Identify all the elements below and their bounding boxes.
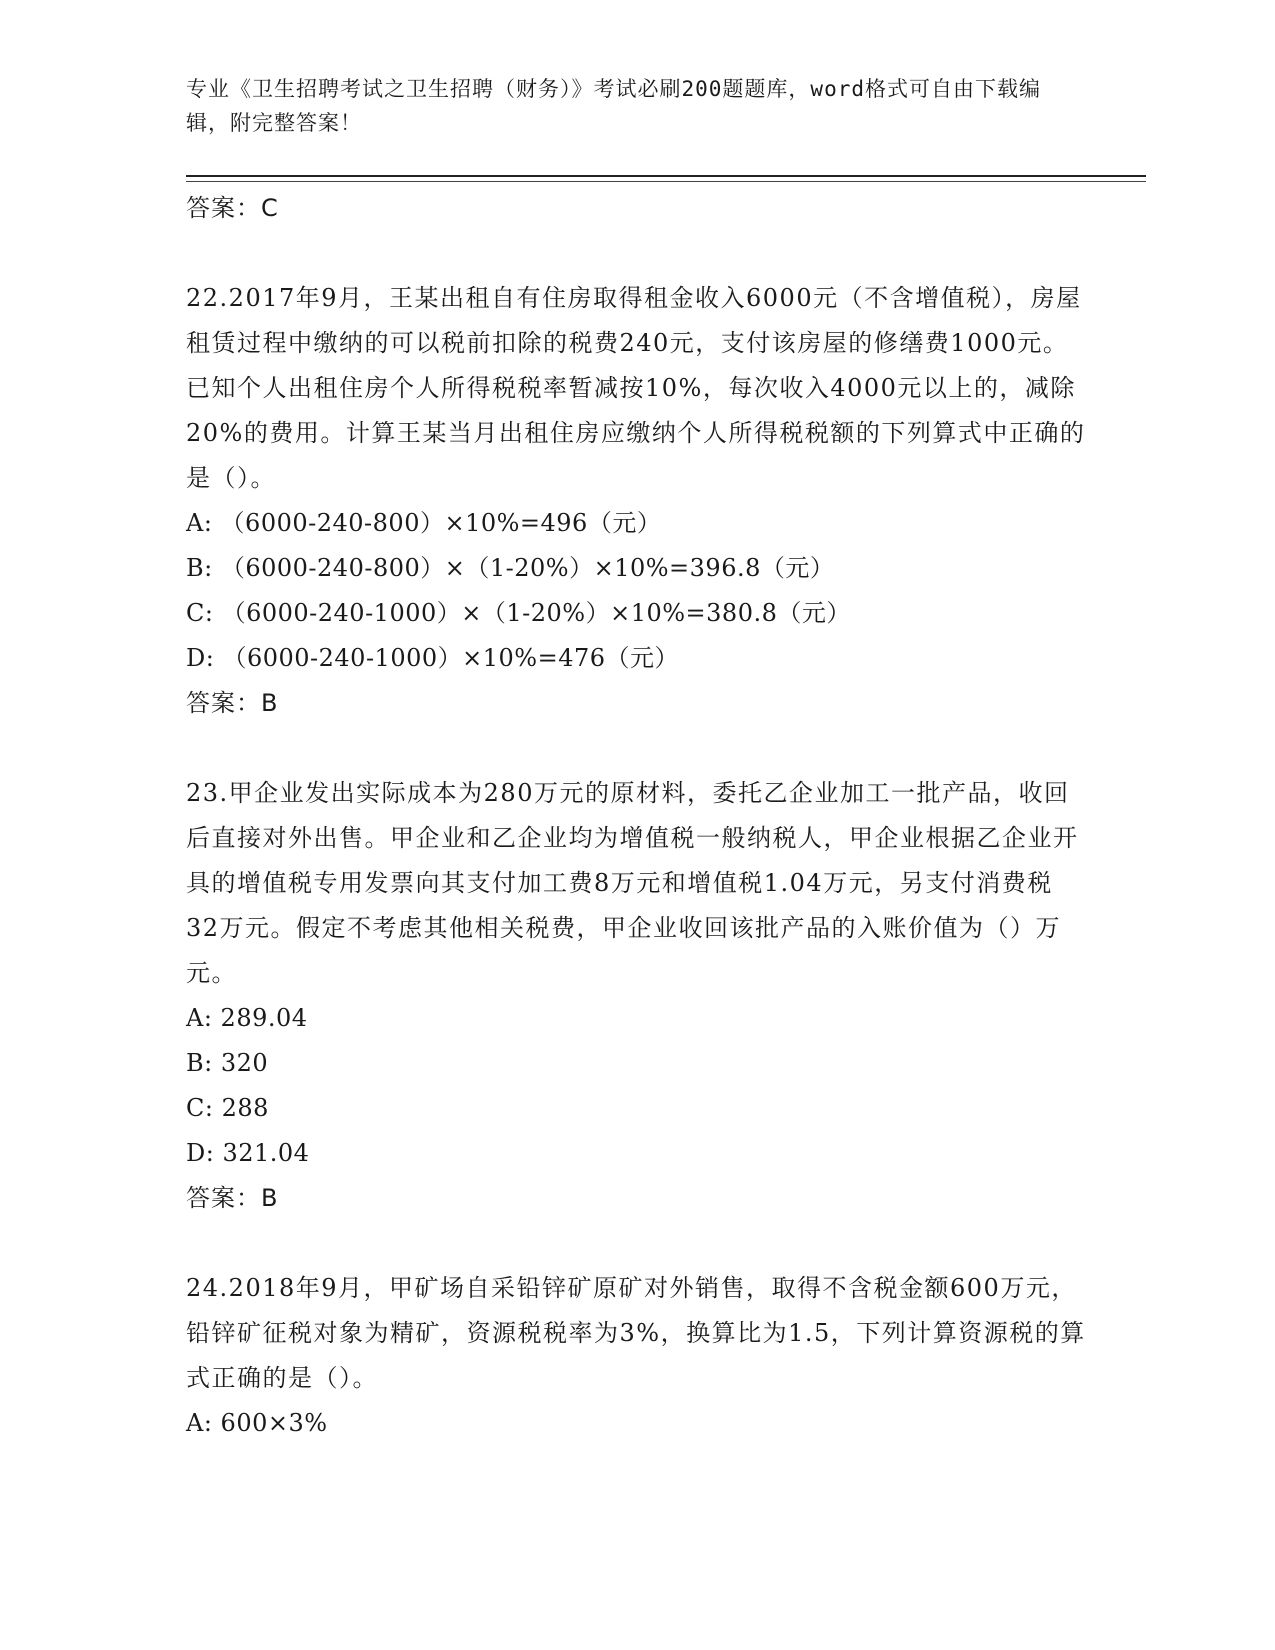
option-a: A: 600×3% [186,1409,328,1437]
question-text: 23.甲企业发出实际成本为280万元的原材料，委托乙企业加工一批产品，收回后直接对外出售。甲企业和乙企业均为增值税一般纳税人，甲企业根据乙企业开具的增值税专用发票向其支付加工费8万元和增值税1.04万元，另支付消费税32万元。假定不考虑其他相关税费，甲企业收回该批产品的入账价值为（）万元。 [186,779,1079,987]
header-rule-thin [186,181,1146,182]
answer-line: 答案：B [186,689,279,717]
question-block-24 [186,1266,1086,1446]
option-a: A: 289.04 [186,1004,308,1032]
question-block-23 [186,771,1086,1221]
option-a: A: （6000-240-800）×10%=496（元） [186,509,662,537]
option-b: B: 320 [186,1049,269,1077]
option-d: D: （6000-240-1000）×10%=476（元） [186,644,680,672]
previous-answer: 答案：C [186,194,279,222]
option-d: D: 321.04 [186,1139,310,1167]
question-text: 22.2017年9月，王某出租自有住房取得租金收入6000元（不含增值税），房屋租赁过程中缴纳的可以税前扣除的税费240元，支付该房屋的修缮费1000元。已知个人出租住房个人所得税税率暂减按10%，每次收入4000元以上的，减除20%的费用。计算王某当月出租住房应缴纳个人所得税税额的下列算式中正确的是（）。 [186,284,1086,492]
answer-line: 答案：B [186,1184,279,1212]
option-c: C: 288 [186,1094,269,1122]
header-rule-thick [186,175,1146,177]
question-text: 24.2018年9月，甲矿场自采铅锌矿原矿对外销售，取得不含税金额600万元，铅锌矿征税对象为精矿，资源税税率为3%，换算比为1.5，下列计算资源税的算式正确的是（）。 [186,1274,1086,1392]
option-b: B: （6000-240-800）×（1-20%）×10%=396.8（元） [186,554,835,582]
option-c: C: （6000-240-1000）×（1-20%）×10%=380.8（元） [186,599,851,627]
question-block-22 [186,276,1086,726]
document-body [186,186,1086,1446]
document-header: 专业《卫生招聘考试之卫生招聘（财务）》考试必刷200题题库，word格式可自由下载编辑，附完整答案！ [186,77,1041,135]
